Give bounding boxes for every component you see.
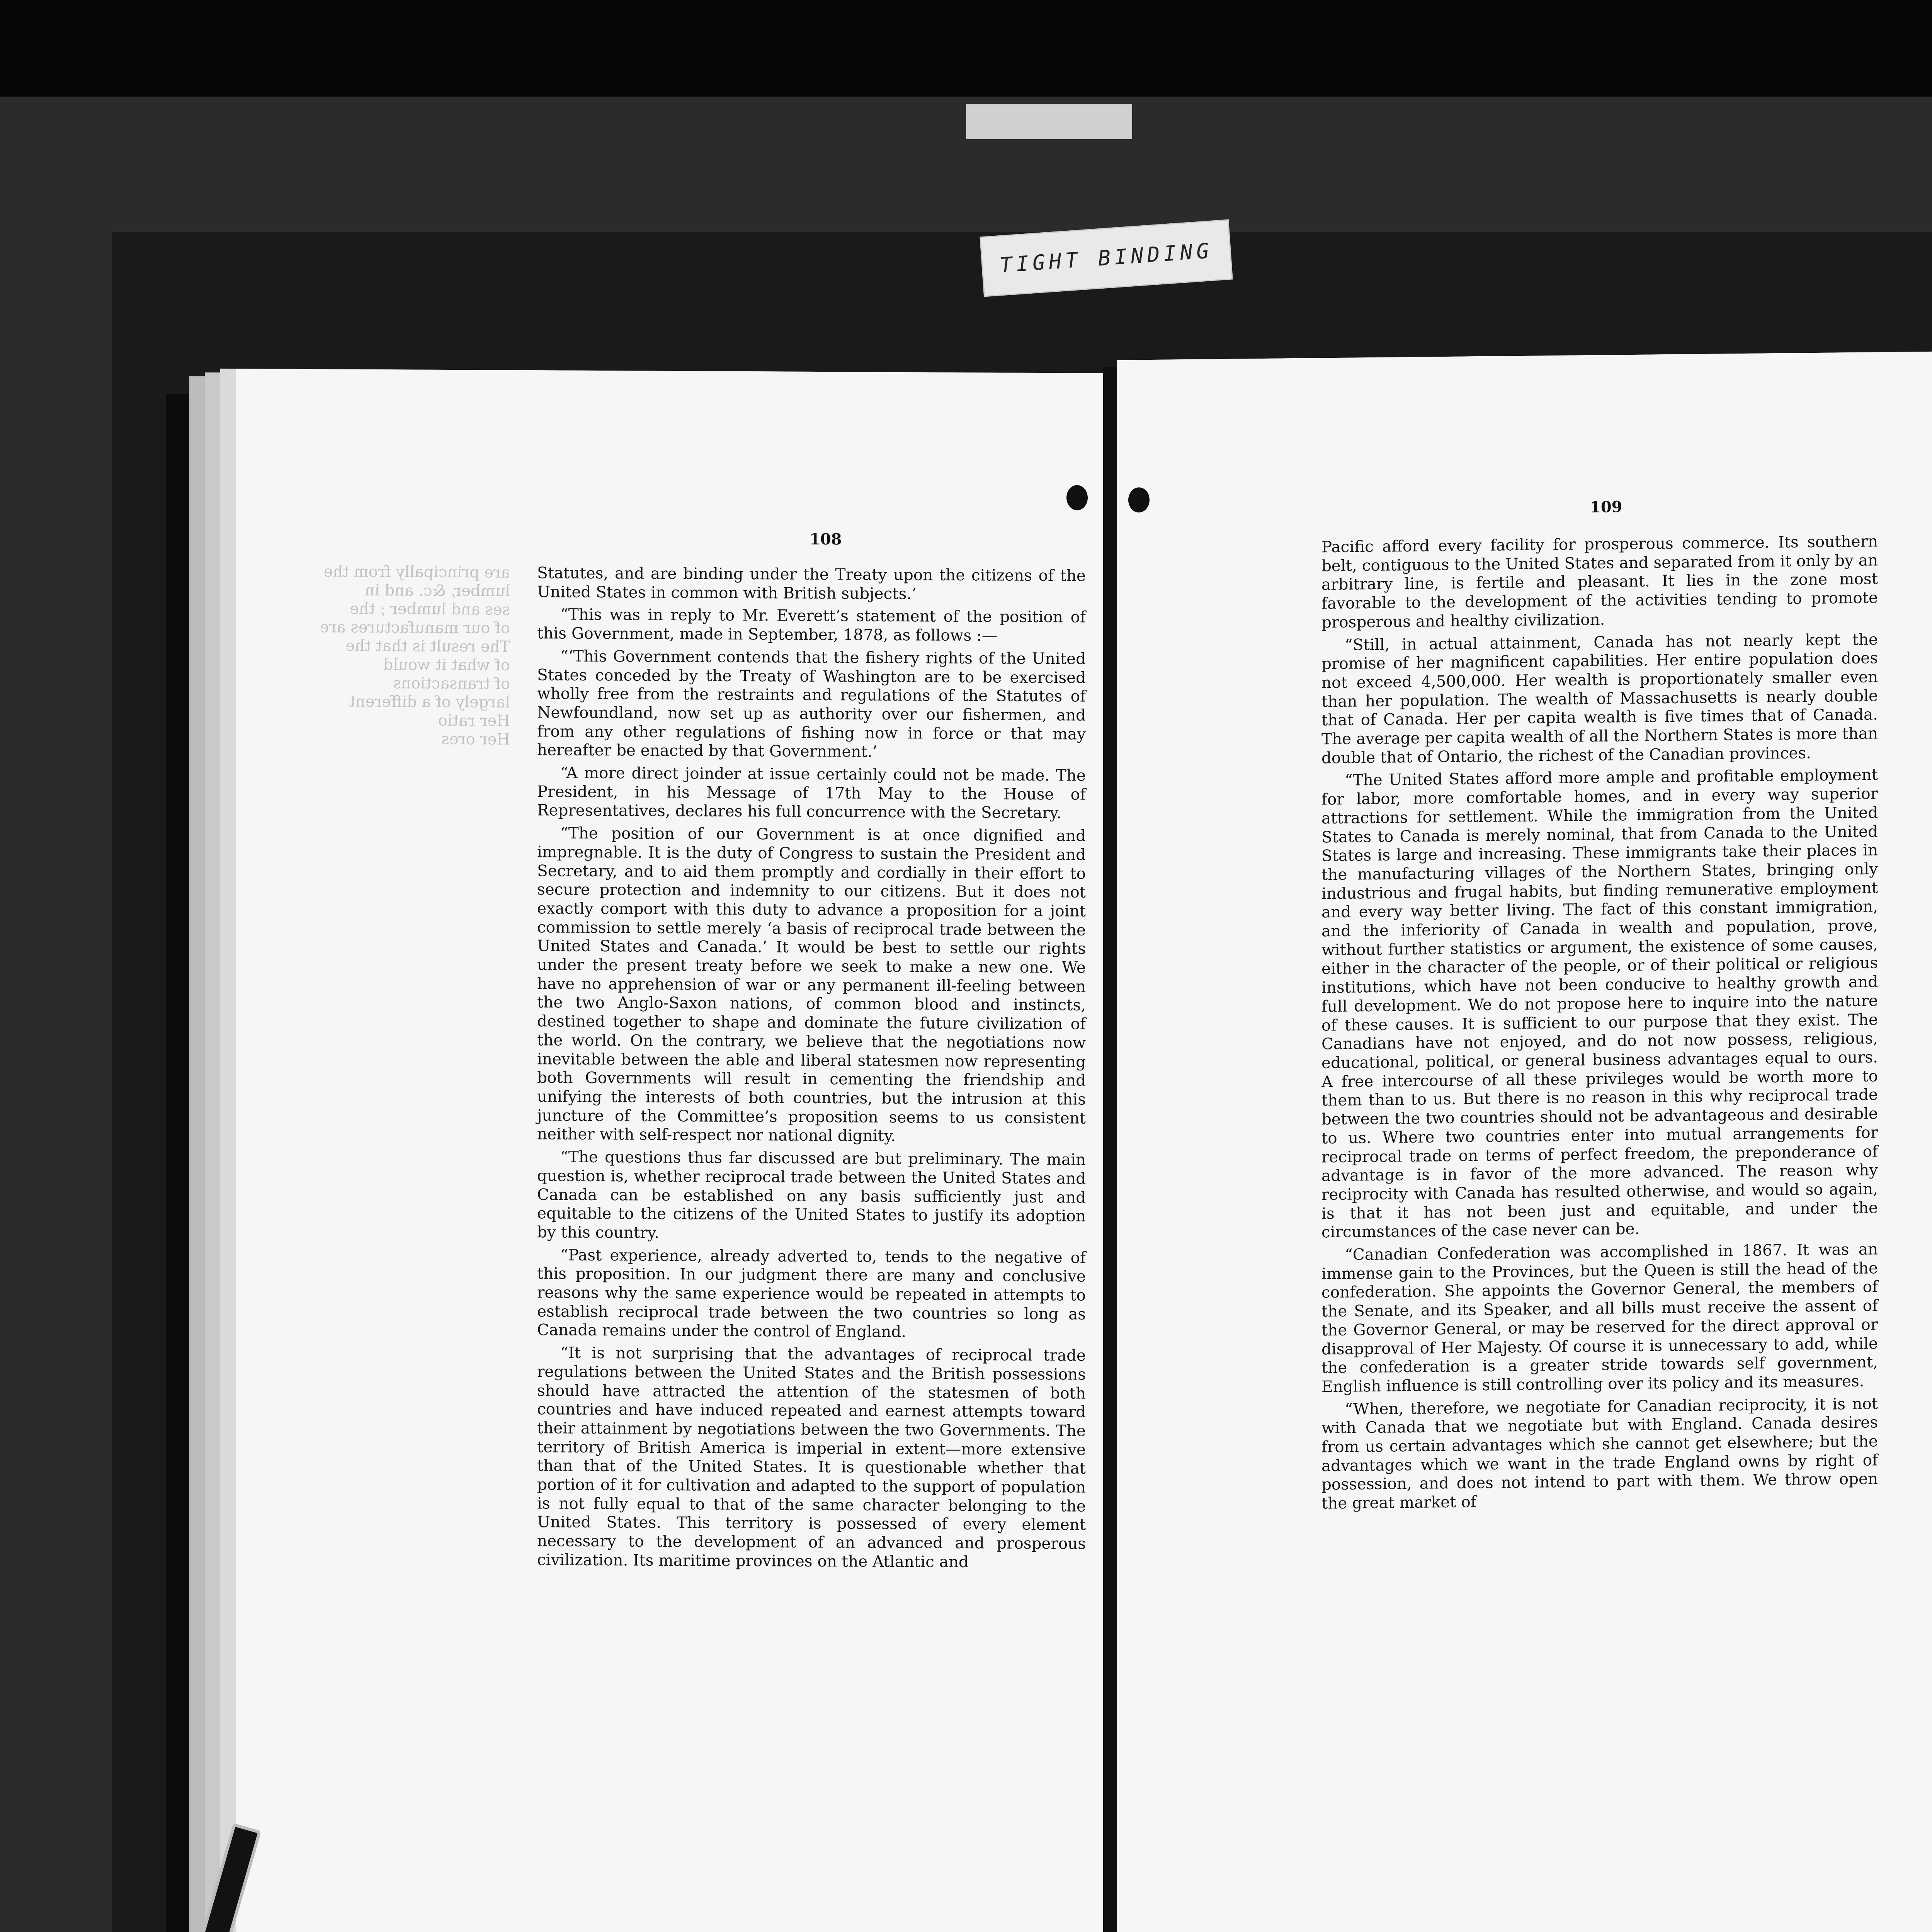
paragraph: “When, therefore, we negotiate for Canadian reciprocity, it is not with Canada that we negotiate but with England. Canada desires from us certain advantages which she cannot get elsewhere; but the advantages which we want in the trade England owns by right of possession, and does not intend to part with them. We throw open the great market of <box>1321 1394 1878 1513</box>
paragraph: “Canadian Confederation was accomplished in 1867. It was an immense gain to the Provinces, but the Queen is still the head of the confederation. She appoints the Governor General, the members of the Senate, and its Speaker, and all bills must receive the assent of the Governor General, or may be reserved for the direct approval or disapproval of Her Majesty. Of course it is unnecessary to add, while the confederation is a greater stride towards self government, English influence is still controlling over its policy and its measures. <box>1321 1240 1878 1396</box>
paragraph: “Past experience, already adverted to, tends to the negative of this proposition. In our judgment there are many and conclusive reasons why the same experience would be repeated in attempts to establish reciprocal trade between the two countries so long as Canada remains under the control of England. <box>537 1245 1086 1341</box>
paragraph: “The questions thus far discussed are but preliminary. The main question is, whether reciprocal trade between the United States and Canada can be established on any basis sufficiently just and equitable to the citizens of the United States to justify its adoption by this country. <box>537 1147 1086 1242</box>
paragraph: “The United States afford more ample and profitable employment for labor, more comfortable homes, and in every way superior attractions for settlement. While the immigration from the United States to Canada is merely nominal, that from Canada to the United States is large and increasing. These immigrants take their places in the manufacturing villages of the Northern States, bringing only industrious and frugal habits, but finding remunerative employment and every way better living. The fact of this constant immigration, and the inferiority of Canada in wealth and population, prove, without further statistics or argument, the existence of some causes, either in the character of the people, or of their political or religious institutions, which have not been conducive to healthy growth and full development. We do not propose here to inquire into the nature of these causes. It is sufficient to our purpose that they exist. The Canadians have not enjoyed, and do not now possess, religious, educational, political, or general business advantages equal to ours. A free intercourse of all these privileges would be worth more to them than to us. But there is no reason in this why reciprocal trade between the two countries should not be advantageous and desirable to us. Where two countries enter into mutual arrangements for reciprocal trade on terms of perfect freedom, the preponderance of advantage is in favor of the more advanced. The reason why reciprocity with Canada has resulted otherwise, and would so again, is that it has not been just and equitable, and under the circumstances of the case never can be. <box>1321 765 1878 1242</box>
paragraph: “It is not surprising that the advantages of reciprocal trade regulations between the United States and the British possessions should have attracted the attention of the statesmen of both countries and have induced repeated and earnest attempts toward their attainment by negotiations between the two Governments. The territory of British America is imperial in extent—more extensive than that of the United States. It is questionable whether that portion of it for cultivation and adapted to the support of population is not fully equal to that of the same character belonging to the United States. This territory is possessed of every element necessary to the development of an advanced and prosperous civilization. Its maritime provinces on the Atlantic and <box>537 1343 1086 1571</box>
paragraph: “Still, in actual attainment, Canada has not nearly kept the promise of her magnificent capabilities. Her entire population does not exceed 4,500,000. Her wealth is proportionately smaller even than her population. The wealth of Massachusetts is nearly double that of Canada. Her per capita wealth is five times that of Canada. The average per capita wealth of all the Northern States is more than double that of Ontario, the richest of the Canadian provinces. <box>1321 629 1878 767</box>
paragraph: “This was in reply to Mr. Everett’s statement of the position of this Government, made in September, 1878, as follows :— <box>537 605 1086 645</box>
bleed-through-text: are principally from the lumber, &c. and in ses and lumber ; the of our manufactures are The result is that the of what it would of transactions largely of a different Her ratio Her ores <box>320 563 510 748</box>
top-paper-tab <box>966 104 1132 139</box>
binding-hole <box>1128 487 1150 513</box>
paragraph: “A more direct joinder at issue certainly could not be made. The President, in his Message of 17th May to the House of Representatives, declares his full concurrence with the Secretary. <box>537 763 1086 822</box>
right-page-number: 109 <box>1590 498 1622 517</box>
right-page-text <box>1321 532 1878 1517</box>
tight-binding-label: TIGHT BINDING <box>999 238 1214 278</box>
paragraph: “‘This Government contends that the fishery rights of the United States conceded by the Treaty of Washington are to be exercised wholly free from the restraints and regulations of the Statutes of Newfoundland, now set up as authority over our fishermen, and from any other regulations of fishing now in force or that may hereafter be enacted by that Government.’ <box>537 646 1086 761</box>
paragraph: Statutes, and are binding under the Treaty upon the citizens of the United States in common with British subjects.’ <box>537 563 1086 603</box>
binding-hole <box>1066 485 1088 510</box>
left-page <box>236 369 1105 1932</box>
paragraph: “The position of our Government is at once dignified and impregnable. It is the duty of Congress to sustain the President and Secretary, and to aid them promptly and cordially in their effort to secure protection and indemnity to our citizens. But it does not exactly comport with this duty to advance a proposition for a joint commission to settle merely ‘a basis of reciprocal trade between the United States and Canada.’ It would be best to settle our rights under the present treaty before we seek to make a new one. We have no apprehension of war or any permanent ill-feeling between the two Anglo-Saxon nations, of common blood and instincts, destined together to shape and dominate the future civilization of the world. On the contrary, we believe that the negotiations now inevitable between the able and liberal statesmen now representing both Governments will result in cementing the friendship and unifying the interests of both countries, but the intrusion at this juncture of the Committee’s proposition seems to us consistent neither with self-respect nor national dignity. <box>537 823 1086 1145</box>
paragraph: Pacific afford every facility for prosperous commerce. Its southern belt, contiguous to the United States and separated from it only by an arbitrary line, is fertile and pleasant. It lies in the zone most favorable to the development of the activities tending to promote prosperous and healthy civilization. <box>1321 532 1878 632</box>
book-gutter <box>1103 367 1119 1932</box>
left-page-text <box>537 563 1086 1576</box>
left-page-number: 108 <box>810 530 842 549</box>
right-page <box>1117 351 1932 1932</box>
